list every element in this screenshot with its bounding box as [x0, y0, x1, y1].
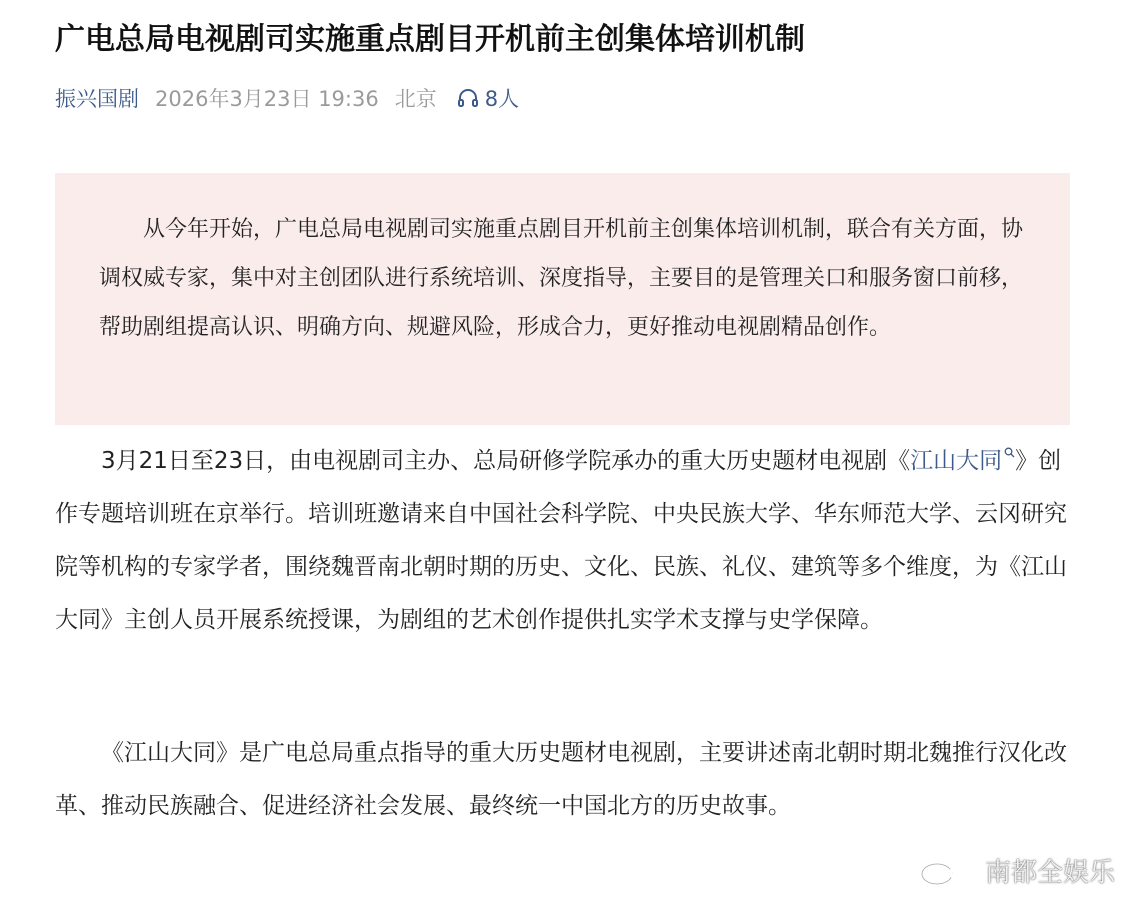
drama-link-text: 江山大同	[910, 448, 1003, 474]
publish-date: 2026年3月23日 19:36	[155, 87, 379, 111]
paragraph-1-after: 》创作专题培训班在京举行。培训班邀请来自中国社会科学院、中央民族大学、华东师范大学、云冈研究院等机构的专家学者，围绕魏晋南北朝时期的历史、文化、民族、礼仪、建筑等多个维度，为《江山大同》主创人员开展系统授课，为剧组的艺术创作提供扎实学术支撑与史学保障。	[55, 448, 1067, 633]
watermark	[919, 852, 1115, 889]
search-icon	[1004, 447, 1015, 458]
paragraph-1-before: 3月21日至23日，由电视剧司主办、总局研修学院承办的重大历史题材电视剧《	[101, 448, 911, 474]
weibo-logo-icon	[919, 856, 979, 886]
summary-box	[55, 173, 1070, 425]
body-paragraph-1	[55, 428, 1070, 647]
source-link[interactable]: 振兴国剧	[55, 87, 139, 111]
drama-link[interactable]	[910, 448, 1015, 474]
article-meta	[55, 82, 519, 114]
listen-count-text: 8人	[484, 87, 520, 111]
listen-count[interactable]	[457, 83, 519, 113]
watermark-text: 南都全娱乐	[984, 858, 1115, 888]
summary-text: 从今年开始，广电总局电视剧司实施重点剧目开机前主创集体培训机制，联合有关方面，协调权威专家，集中对主创团队进行系统培训、深度指导，主要目的是管理关口和服务窗口前移，帮助剧组提高认识、明确方向、规避风险，形成合力，更好推动电视剧精品创作。	[99, 217, 1024, 340]
body-paragraph-2: 《江山大同》是广电总局重点指导的重大历史题材电视剧，主要讲述南北朝时期北魏推行汉化改革、推动民族融合、促进经济社会发展、最终统一中国北方的历史故事。	[55, 740, 1067, 819]
location: 北京	[394, 87, 437, 111]
headphones-icon	[457, 88, 479, 108]
article-title: 广电总局电视剧司实施重点剧目开机前主创集体培训机制	[55, 22, 805, 57]
